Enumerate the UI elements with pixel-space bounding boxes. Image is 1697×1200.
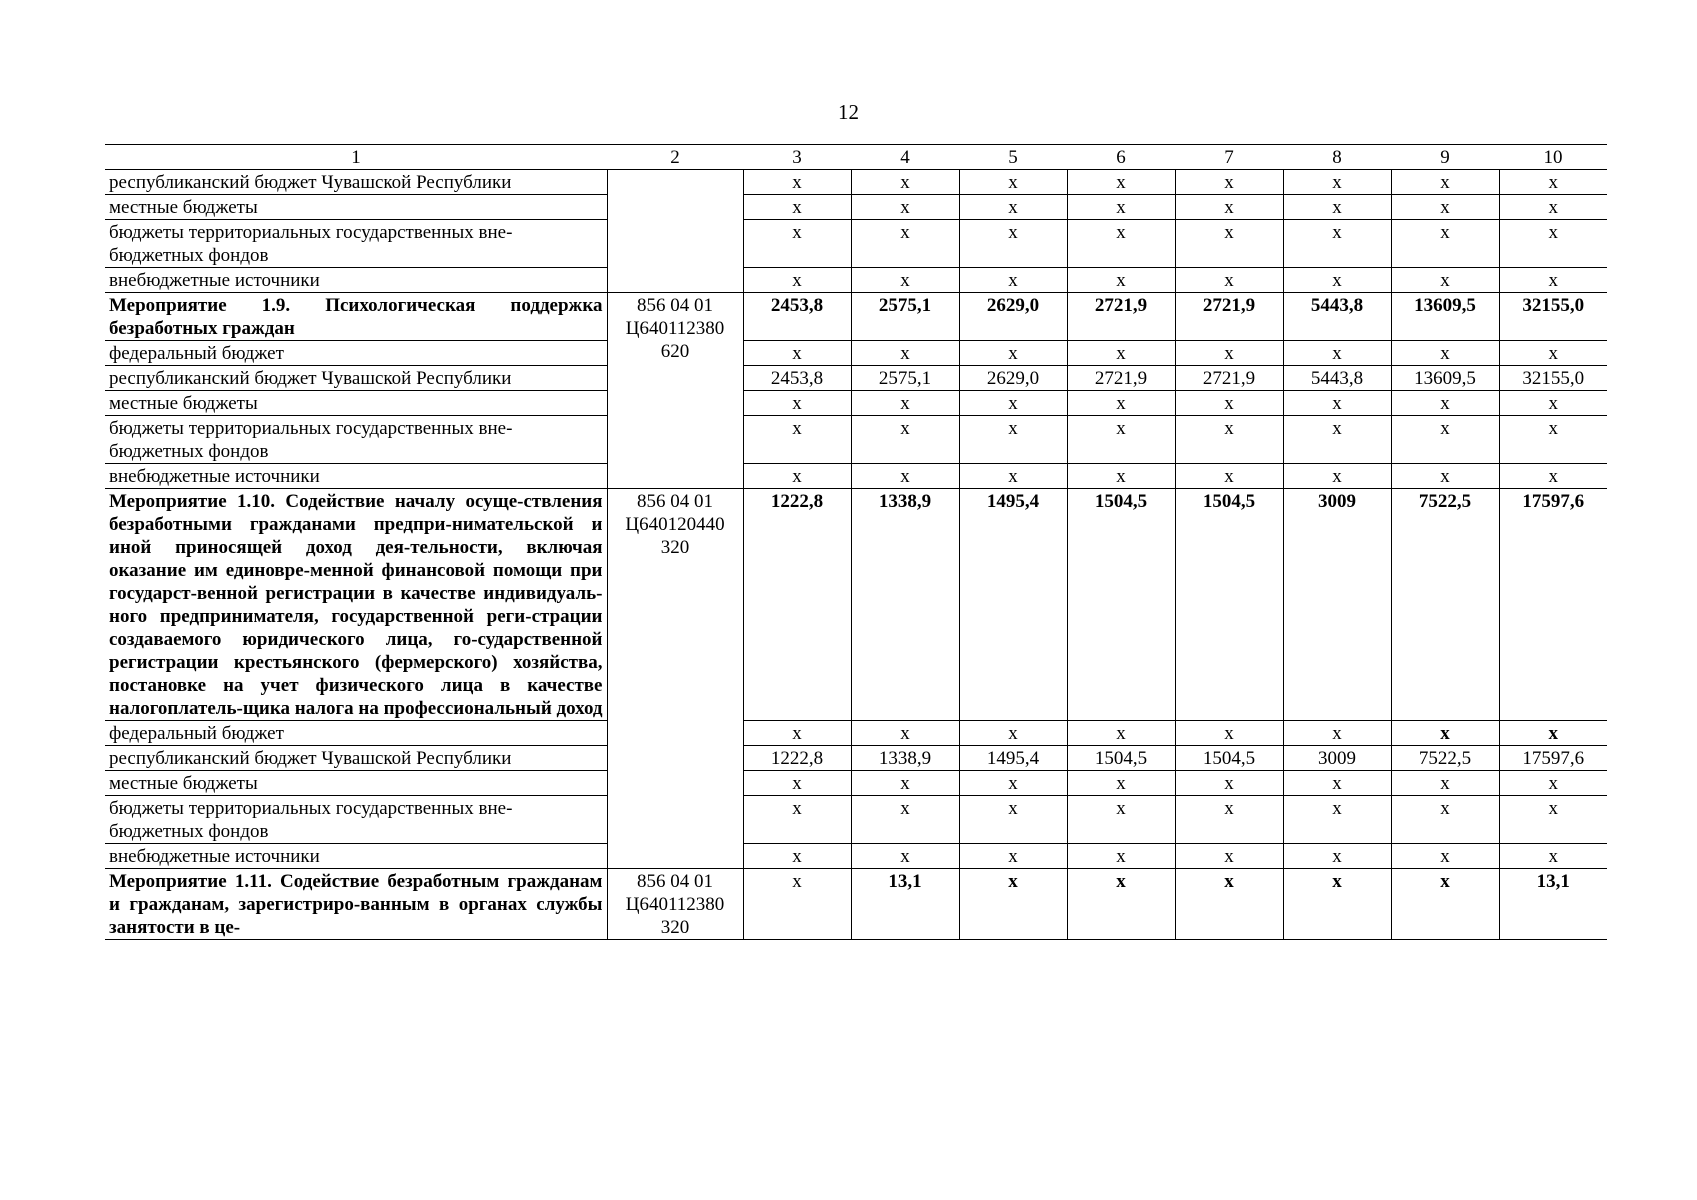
value-cell: x	[1499, 220, 1607, 268]
value-cell: x	[743, 464, 851, 489]
table-row-measure	[105, 869, 1607, 940]
row-label: внебюджетные источники	[105, 464, 607, 489]
table-row	[105, 844, 1607, 869]
value-cell: x	[959, 721, 1067, 746]
value-cell: 1338,9	[851, 489, 959, 721]
row-label: внебюджетные источники	[105, 268, 607, 293]
code-cell-empty	[607, 170, 743, 293]
header-cell: 5	[959, 145, 1067, 170]
page-number: 12	[838, 100, 859, 124]
value-cell: x	[851, 416, 959, 464]
value-cell: x	[1499, 391, 1607, 416]
value-cell: x	[1067, 464, 1175, 489]
header-cell: 2	[607, 145, 743, 170]
value-cell: x	[1391, 771, 1499, 796]
value-cell: x	[851, 341, 959, 366]
value-cell: x	[1283, 195, 1391, 220]
value-cell: x	[1175, 195, 1283, 220]
value-cell: x	[959, 796, 1067, 844]
value-cell: 2453,8	[743, 366, 851, 391]
value-cell: x	[1391, 844, 1499, 869]
value-cell: 17597,6	[1499, 746, 1607, 771]
row-label: местные бюджеты	[105, 195, 607, 220]
value-cell: 32155,0	[1499, 293, 1607, 341]
value-cell: x	[1283, 771, 1391, 796]
value-cell: x	[959, 771, 1067, 796]
row-label: местные бюджеты	[105, 391, 607, 416]
value-cell: x	[1391, 195, 1499, 220]
header-cell: 8	[1283, 145, 1391, 170]
value-cell: x	[1283, 464, 1391, 489]
row-label: бюджеты территориальных государственных вне-бюджетных фондов	[105, 220, 607, 268]
row-label: федеральный бюджет	[105, 721, 607, 746]
value-cell: x	[959, 220, 1067, 268]
row-label: местные бюджеты	[105, 771, 607, 796]
measure-title: Мероприятие 1.11. Содействие безработным гражданам и гражданам, зарегистриро-ванным в органах службы занятости в це-	[105, 869, 607, 940]
value-cell: 13,1	[851, 869, 959, 940]
value-cell: x	[1175, 220, 1283, 268]
value-cell: x	[1067, 771, 1175, 796]
value-cell: x	[1499, 844, 1607, 869]
value-cell: x	[1283, 844, 1391, 869]
value-cell: 2453,8	[743, 293, 851, 341]
value-cell: x	[1175, 771, 1283, 796]
table-row	[105, 268, 1607, 293]
row-label: республиканский бюджет Чувашской Республики	[105, 170, 607, 195]
value-cell: x	[1391, 268, 1499, 293]
value-cell: 1504,5	[1067, 746, 1175, 771]
header-cell: 3	[743, 145, 851, 170]
value-cell: x	[743, 268, 851, 293]
value-cell: x	[1391, 220, 1499, 268]
value-cell: x	[1499, 341, 1607, 366]
value-cell: x	[851, 844, 959, 869]
table-row	[105, 366, 1607, 391]
table-row-measure	[105, 489, 1607, 721]
table-row	[105, 721, 1607, 746]
value-cell: x	[851, 464, 959, 489]
value-cell: 1338,9	[851, 746, 959, 771]
value-cell: x	[743, 195, 851, 220]
value-cell: x	[1499, 464, 1607, 489]
value-cell: x	[1175, 391, 1283, 416]
value-cell: x	[1391, 464, 1499, 489]
value-cell: x	[1283, 796, 1391, 844]
value-cell: x	[1391, 170, 1499, 195]
value-cell: x	[743, 416, 851, 464]
value-cell: x	[1391, 391, 1499, 416]
value-cell: x	[1175, 721, 1283, 746]
value-cell: x	[1499, 796, 1607, 844]
row-label: бюджеты территориальных государственных вне-бюджетных фондов	[105, 416, 607, 464]
value-cell: 1495,4	[959, 489, 1067, 721]
value-cell: 1222,8	[743, 746, 851, 771]
table-row	[105, 341, 1607, 366]
value-cell: x	[1499, 416, 1607, 464]
value-cell: 1504,5	[1175, 489, 1283, 721]
value-cell: 1222,8	[743, 489, 851, 721]
value-cell: x	[743, 771, 851, 796]
value-cell: x	[959, 341, 1067, 366]
value-cell: 1495,4	[959, 746, 1067, 771]
value-cell: x	[1391, 869, 1499, 940]
value-cell: x	[1499, 268, 1607, 293]
value-cell: x	[1175, 464, 1283, 489]
value-cell: x	[1067, 341, 1175, 366]
value-cell: 32155,0	[1499, 366, 1607, 391]
value-cell: x	[1067, 391, 1175, 416]
row-label: республиканский бюджет Чувашской Республики	[105, 366, 607, 391]
value-cell: x	[959, 170, 1067, 195]
value-cell: x	[851, 220, 959, 268]
value-cell: 7522,5	[1391, 489, 1499, 721]
value-cell: x	[1391, 721, 1499, 746]
value-cell: x	[851, 796, 959, 844]
value-cell: x	[743, 796, 851, 844]
value-cell: x	[1283, 268, 1391, 293]
budget-table	[105, 144, 1607, 940]
value-cell: x	[959, 391, 1067, 416]
header-cell: 1	[105, 145, 607, 170]
header-cell: 4	[851, 145, 959, 170]
value-cell: x	[1067, 796, 1175, 844]
value-cell: x	[959, 844, 1067, 869]
value-cell: 1504,5	[1067, 489, 1175, 721]
value-cell: x	[959, 195, 1067, 220]
value-cell: x	[851, 721, 959, 746]
value-cell: 2721,9	[1175, 366, 1283, 391]
value-cell: x	[1067, 268, 1175, 293]
table-row-measure	[105, 293, 1607, 341]
value-cell: x	[959, 268, 1067, 293]
table-row	[105, 771, 1607, 796]
value-cell: x	[1283, 391, 1391, 416]
value-cell: x	[1175, 844, 1283, 869]
table-row	[105, 416, 1607, 464]
value-cell: 2721,9	[1067, 293, 1175, 341]
value-cell: x	[1283, 721, 1391, 746]
value-cell: x	[1067, 170, 1175, 195]
value-cell: x	[1067, 416, 1175, 464]
value-cell: 3009	[1283, 489, 1391, 721]
table-row	[105, 391, 1607, 416]
value-cell: x	[743, 220, 851, 268]
value-cell: x	[959, 464, 1067, 489]
value-cell: x	[959, 416, 1067, 464]
value-cell: x	[1175, 416, 1283, 464]
value-cell: 2721,9	[1175, 293, 1283, 341]
value-cell: x	[1499, 195, 1607, 220]
measure-title: Мероприятие 1.9. Психологическая поддержка безработных граждан	[105, 293, 607, 341]
table-row	[105, 195, 1607, 220]
value-cell: x	[1067, 844, 1175, 869]
value-cell: x	[1283, 416, 1391, 464]
table-row	[105, 746, 1607, 771]
table-row	[105, 464, 1607, 489]
header-cell: 10	[1499, 145, 1607, 170]
value-cell: x	[743, 844, 851, 869]
value-cell: x	[743, 869, 851, 940]
value-cell: x	[1499, 721, 1607, 746]
header-cell: 9	[1391, 145, 1499, 170]
value-cell: 13609,5	[1391, 293, 1499, 341]
header-cell: 7	[1175, 145, 1283, 170]
value-cell: 2629,0	[959, 366, 1067, 391]
row-label: федеральный бюджет	[105, 341, 607, 366]
value-cell: x	[743, 391, 851, 416]
value-cell: x	[743, 721, 851, 746]
value-cell: 7522,5	[1391, 746, 1499, 771]
value-cell: x	[851, 771, 959, 796]
value-cell: 2629,0	[959, 293, 1067, 341]
value-cell: x	[1175, 341, 1283, 366]
row-label: республиканский бюджет Чувашской Республики	[105, 746, 607, 771]
value-cell: x	[1499, 771, 1607, 796]
value-cell: x	[851, 268, 959, 293]
table-row	[105, 220, 1607, 268]
value-cell: x	[743, 341, 851, 366]
header-row	[105, 145, 1607, 170]
value-cell: 1504,5	[1175, 746, 1283, 771]
value-cell: x	[1391, 796, 1499, 844]
budget-code: 856 04 01 Ц640112380 320	[607, 869, 743, 940]
value-cell: 13609,5	[1391, 366, 1499, 391]
value-cell: 2721,9	[1067, 366, 1175, 391]
row-label: внебюджетные источники	[105, 844, 607, 869]
value-cell: 5443,8	[1283, 293, 1391, 341]
value-cell: x	[1067, 220, 1175, 268]
value-cell: x	[743, 170, 851, 195]
value-cell: x	[1067, 721, 1175, 746]
value-cell: 5443,8	[1283, 366, 1391, 391]
budget-code: 856 04 01 Ц640112380 620	[607, 293, 743, 489]
row-label: бюджеты территориальных государственных вне-бюджетных фондов	[105, 796, 607, 844]
value-cell: x	[1283, 869, 1391, 940]
value-cell: 2575,1	[851, 366, 959, 391]
value-cell: x	[851, 170, 959, 195]
value-cell: x	[1175, 170, 1283, 195]
value-cell: x	[1067, 195, 1175, 220]
value-cell: x	[1175, 796, 1283, 844]
value-cell: x	[851, 195, 959, 220]
value-cell: x	[1175, 268, 1283, 293]
value-cell: x	[1067, 869, 1175, 940]
value-cell: x	[959, 869, 1067, 940]
value-cell: x	[1175, 869, 1283, 940]
table-row	[105, 796, 1607, 844]
value-cell: x	[1391, 341, 1499, 366]
budget-code: 856 04 01 Ц640120440 320	[607, 489, 743, 869]
value-cell: x	[851, 391, 959, 416]
measure-title: Мероприятие 1.10. Содействие началу осуще-ствления безработными гражданами предпри-нимательской и иной приносящей доход дея-тельности, включая оказание им единовре-менной финансовой помощи при государст-венной регистрации в качестве индивидуаль-ного предпринимателя, государственной реги-страции создаваемого юридического лица, го-сударственной регистрации крестьянского (фермерского) хозяйства, постановке на учет физического лица в качестве налогоплатель-щика налога на профессиональный доход	[105, 489, 607, 721]
value-cell: 17597,6	[1499, 489, 1607, 721]
value-cell: x	[1283, 341, 1391, 366]
value-cell: 2575,1	[851, 293, 959, 341]
value-cell: x	[1391, 416, 1499, 464]
value-cell: x	[1499, 170, 1607, 195]
value-cell: x	[1283, 170, 1391, 195]
table-row	[105, 170, 1607, 195]
header-cell: 6	[1067, 145, 1175, 170]
value-cell: x	[1283, 220, 1391, 268]
value-cell: 13,1	[1499, 869, 1607, 940]
value-cell: 3009	[1283, 746, 1391, 771]
